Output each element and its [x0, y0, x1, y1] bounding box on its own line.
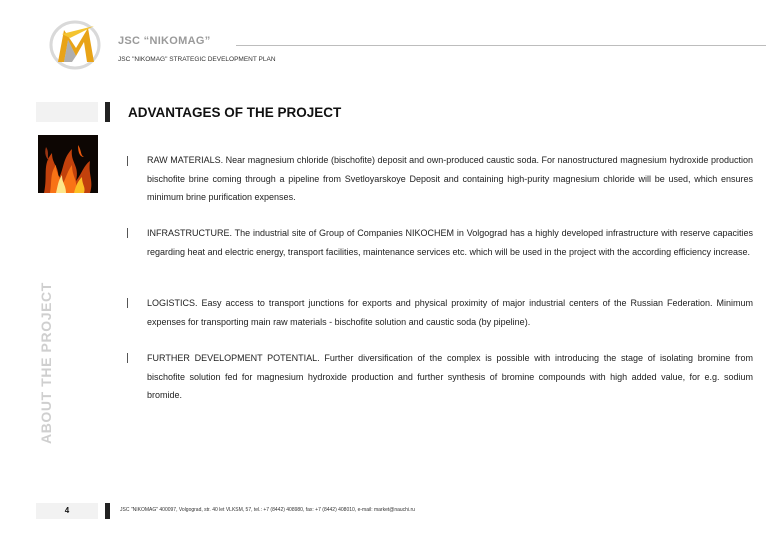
page-number: 4	[36, 503, 98, 519]
company-logo	[44, 18, 108, 72]
paragraph-raw-materials: RAW MATERIALS. Near magnesium chloride (bischofite) deposit and own-produced caustic soda. For nanostructured magnesium hydroxide production bischofite brine coming through a pipeline from Svetloyarskoye Deposit and containing high-purity magnesium chloride will be used, which ensures minimum brine purification expenses.	[147, 155, 753, 202]
header-divider	[236, 45, 766, 46]
paragraph-logistics: LOGISTICS. Easy access to transport junctions for exports and physical proximity of major industrial centers of the Russian Federation. Minimum expenses for transporting main raw materials - bischofite solution and caustic soda (by pipeline).	[147, 298, 753, 327]
document-subtitle: JSC "NIKOMAG" STRATEGIC DEVELOPMENT PLAN	[118, 56, 276, 63]
company-name: JSC “NIKOMAG”	[118, 35, 211, 47]
side-section-label: ABOUT THE PROJECT	[38, 282, 54, 444]
bullet-marker	[127, 228, 128, 238]
section-title: ADVANTAGES OF THE PROJECT	[128, 105, 342, 120]
bullet-marker	[127, 353, 128, 363]
paragraph-further-development: FURTHER DEVELOPMENT POTENTIAL. Further diversification of the complex is possible with introducing the stage of isolating bromine from bischofite solution fed for magnesium hydroxide production and further synthesis of bromine compounds with high added value, for e.g. sodium bromide.	[147, 353, 753, 400]
bullet-marker	[127, 298, 128, 308]
fire-image	[38, 135, 98, 193]
footer-contact: JSC "NIKOMAG" 400097, Volgograd, str. 40 let VLKSM, 57, tel.: +7 (8442) 408980, fax: +7 (8442) 408010, e-mail: market@nauchi.ru	[120, 507, 415, 513]
paragraph-infrastructure: INFRASTRUCTURE. The industrial site of Group of Companies NIKOCHEM in Volgograd has a highly developed infrastructure with reserve capacities regarding heat and electric energy, transport facilities, maintenance services etc. which will be used in the project with the according efficiency increase.	[147, 228, 753, 257]
bullet-marker	[127, 156, 128, 166]
title-marker	[105, 102, 110, 122]
footer-marker	[105, 503, 110, 519]
title-accent-box	[36, 102, 98, 122]
